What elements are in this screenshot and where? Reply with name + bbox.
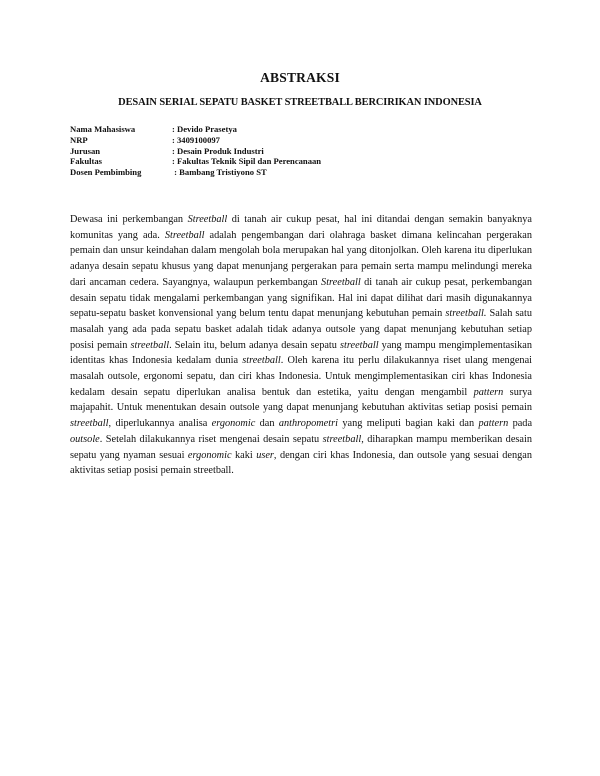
abstract-italic-term: ergonomic bbox=[187, 449, 232, 461]
meta-label: NRP bbox=[70, 134, 88, 145]
abstract-text: di tanah air cukup pesat, perkembangan desain sepatu tidak mengalami perkembangan yang signifikan. Hal ini dapat dilihat dari masih digunakannya sepatu-sepatu basket konvensional yang belum tentu dapat menunjang kebutuhan pemain bbox=[70, 276, 532, 320]
abstract-text: . Setelah dilakukannya riset mengenai desain sepatu bbox=[99, 433, 323, 445]
meta-label: Jurusan bbox=[70, 145, 101, 156]
abstract-text: Dewasa ini perkembangan bbox=[70, 214, 188, 225]
abstract-italic-term: streetball bbox=[70, 418, 109, 430]
meta-value: : Bambang Tristiyono ST bbox=[172, 167, 267, 178]
meta-row-nrp bbox=[70, 135, 321, 146]
abstract-paragraph bbox=[70, 212, 532, 479]
meta-label: Nama Mahasiswa bbox=[70, 124, 136, 134]
abstract-italic-term: pattern bbox=[478, 418, 509, 430]
meta-row-fakultas bbox=[70, 156, 321, 167]
abstract-italic-term: pattern bbox=[473, 386, 504, 398]
abstract-text: , dengan ciri khas Indonesia, dan outsole yang sesuai dengan aktivitas setiap posisi pemain streetball. bbox=[70, 449, 532, 477]
meta-row-jurusan bbox=[70, 146, 321, 157]
document-subtitle: DESAIN SERIAL SEPATU BASKET STREETBALL BERCIRIKAN INDONESIA bbox=[118, 97, 482, 108]
meta-value: : Fakultas Teknik Sipil dan Perencanaan bbox=[172, 156, 322, 167]
abstract-body bbox=[70, 212, 532, 479]
abstract-italic-term: Streetball bbox=[187, 214, 228, 225]
abstract-italic-term: outsole bbox=[70, 433, 100, 445]
abstract-text: pada bbox=[508, 418, 533, 430]
meta-label: Dosen Pembimbing bbox=[70, 167, 142, 178]
abstract-text: . Selain itu, belum adanya desain sepatu bbox=[169, 339, 341, 351]
meta-row-supervisor bbox=[70, 167, 321, 178]
abstract-text: dan bbox=[255, 418, 279, 430]
abstract-italic-term: Streetball bbox=[164, 229, 205, 241]
abstract-italic-term: streetball bbox=[130, 339, 170, 351]
abstract-text: yang mampu mengimplementasikan identitas khas Indonesia kedalam dunia bbox=[70, 339, 532, 367]
meta-row-student-name bbox=[70, 124, 321, 135]
abstract-text: kaki bbox=[231, 449, 257, 461]
student-info-block bbox=[70, 124, 321, 178]
abstract-italic-term: streetball bbox=[340, 339, 379, 351]
page-title: ABSTRAKSI bbox=[260, 70, 340, 85]
abstract-italic-term: Streetball bbox=[321, 276, 361, 288]
abstract-text: di tanah air cukup pesat, hal ini ditandai dengan semakin banyaknya komunitas yang ada. bbox=[70, 214, 532, 241]
abstract-text: , diharapkan mampu memberikan desain sepatu yang nyaman sesuai bbox=[70, 433, 532, 461]
meta-label: Fakultas bbox=[70, 156, 102, 167]
abstract-italic-term: user bbox=[256, 449, 274, 461]
abstract-italic-term: streetball. bbox=[445, 308, 487, 320]
abstract-text: Salah satu masalah yang ada pada sepatu basket adalah tidak adanya outsole yang dapat menunjang kebutuhan setiap posisi pemain bbox=[70, 308, 532, 351]
meta-value: : Devido Prasetya bbox=[172, 124, 237, 134]
abstract-text: , diperlukannya analisa bbox=[108, 418, 212, 430]
abstract-italic-term: streetball bbox=[242, 355, 281, 367]
abstract-text: surya majapahit. Untuk menentukan desain outsole yang dapat menunjang kebutuhan aktivitas setiap posisi pemain bbox=[70, 386, 532, 414]
abstract-italic-term: streetball bbox=[322, 433, 362, 445]
meta-value: : 3409100097 bbox=[172, 134, 220, 145]
abstract-text: yang meliputi bagian kaki dan bbox=[338, 418, 479, 430]
abstract-italic-term: anthropometri bbox=[278, 418, 338, 430]
abstract-text: . Oleh karena itu perlu dilakukannya riset ulang mengenai masalah outsole, ergonomi sepatu, dan ciri khas Indonesia. Untuk mengimplementasikan ciri khas Indonesia kedalam desain sepatu diperlukan analisa bentuk dan estetika, yaitu dengan mengambil bbox=[70, 355, 532, 398]
abstract-text: adalah pengembangan dari olahraga basket dimana kelincahan pergerakan pemain dan unsur keindahan dalam mengolah bola merupakan hal yang ditonjolkan. Oleh karena itu diperlukan adanya desain sepatu khusus yang dapat menunjang pergerakan para pemain serta mampu melindungi mereka dari ancaman cedera. Sayangnya, walaupun perkembangan bbox=[70, 229, 532, 288]
abstract-italic-term: ergonomic bbox=[211, 418, 256, 430]
meta-value: : Desain Produk Industri bbox=[172, 145, 264, 156]
